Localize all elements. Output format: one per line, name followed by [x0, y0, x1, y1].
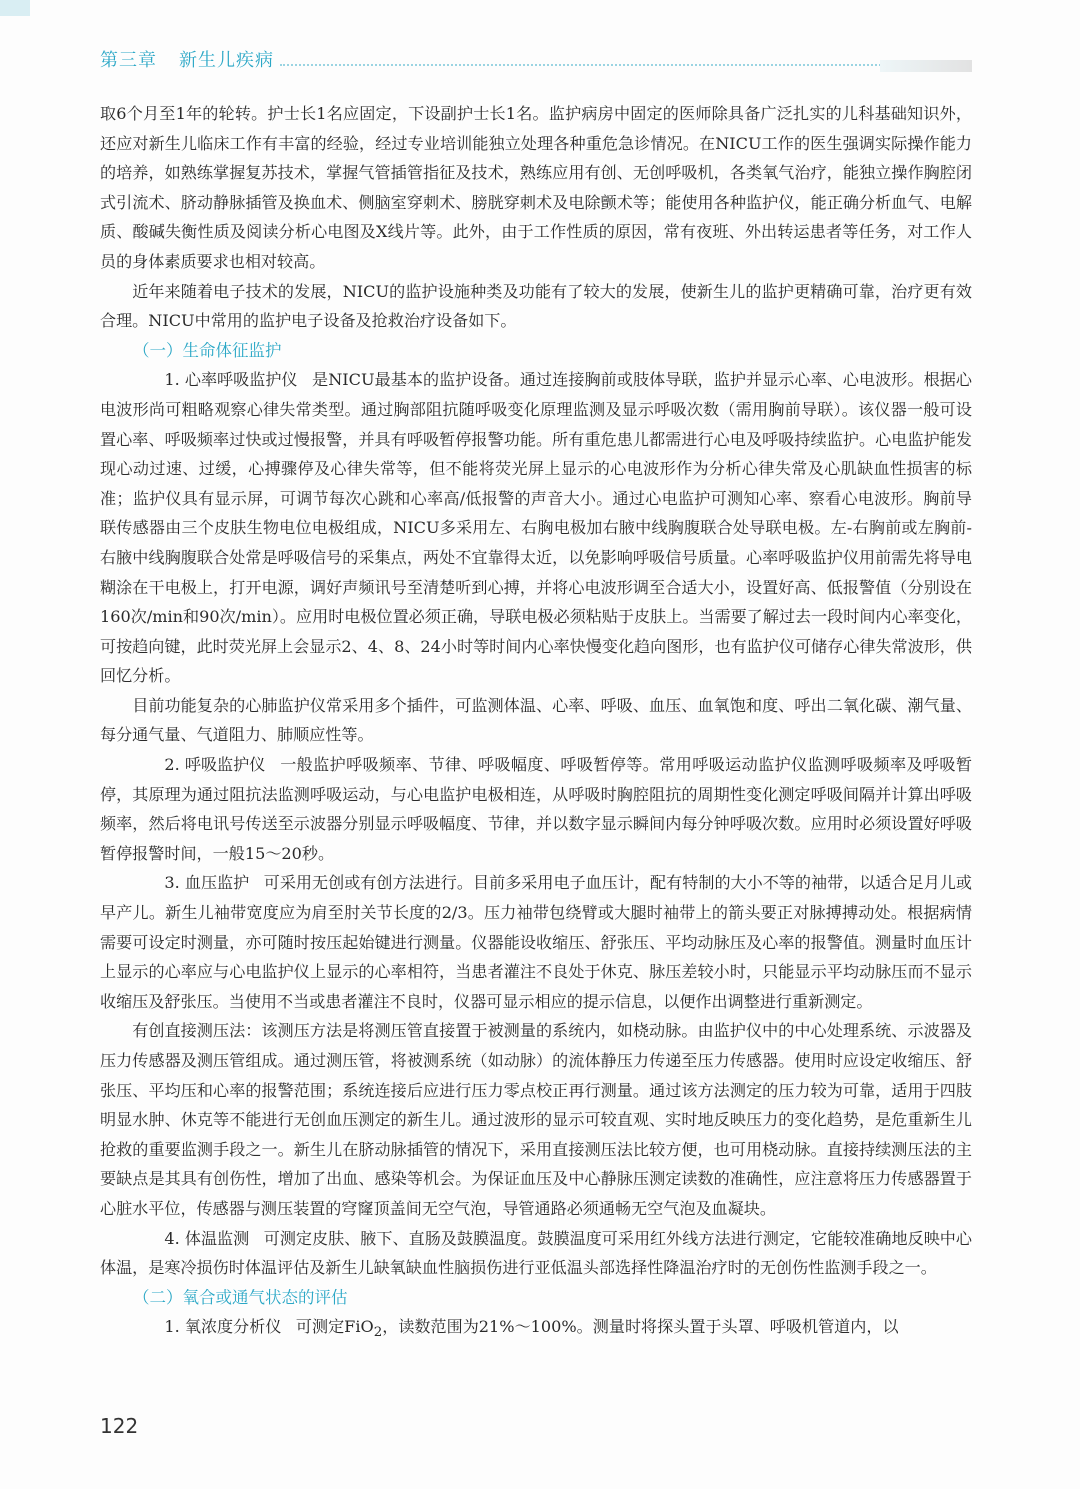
item-text: 可采用无创或有创方法进行。目前多采用电子血压计，配有特制的大小不等的袖带，以适合足月儿或早产儿。新生儿袖带宽度应为肩至肘关节长度的2/3。压力袖带包绕臂或大腿时袖带上的箭头要正对脉搏搏动处。根据病情需要可设定时测量，亦可随时按压起始键进行测量。仪器能设收缩压、舒张压、平均动脉压及心率的报警值。测量时血压计上显示的心率应与心电监护仪上显示的心率相符，当患者灌注不良处于休克、脉压差较小时，只能显示平均动脉压而不显示收缩压及舒张压。当使用不当或患者灌注不良时，仪器可显示相应的提示信息，以便作出调整进行重新测定。 [100, 873, 972, 1011]
item-term: 1. 心率呼吸监护仪 [164, 370, 298, 390]
paragraph-invasive-bp: 有创直接测压法：该测压方法是将测压管直接置于被测量的系统内，如桡动脉。由监护仪中的中心处理系统、示波器及压力传感器及测压管组成。通过测压管，将被测系统（如动脉）的流体静压力传递至压力传感器。使用时应设定收缩压、舒张压、平均压和心率的报警范围；系统连接后应进行压力零点校正再行测量。通过该方法测定的压力较为可靠，适用于四肢明显水肿、休克等不能进行无创血压测定的新生儿。通过波形的显示可较直观、实时地反映压力的变化趋势，是危重新生儿抢救的重要监测手段之一。新生儿在脐动脉插管的情况下，采用直接测压法比较方便，也可用桡动脉。直接持续测压法的主要缺点是其具有创伤性，增加了出血、感染等机会。为保证血压及中心静脉压测定读数的准确性，应注意将压力传感器置于心脏水平位，传感器与测压装置的穹窿顶盖间无空气泡，导管通路必须通畅无空气泡及血凝块。 [100, 1021, 972, 1218]
section-heading-vital-signs: （一）生命体征监护 [133, 340, 282, 360]
paragraph-blood-pressure [100, 868, 972, 1016]
chapter-heading [100, 46, 274, 72]
item-text-a: 可测定FiO [295, 1317, 374, 1337]
item-term: 3. 血压监护 [164, 873, 250, 893]
page-header [0, 0, 1080, 80]
header-bar [880, 60, 972, 72]
chapter-number: 第三章 [100, 50, 157, 71]
paragraph-staffing: 取6个月至1年的轮转。护士长1名应固定，下设副护士长1名。监护病房中固定的医师除具备广泛扎实的儿科基础知识外，还应对新生儿临床工作有丰富的经验，经过专业培训能独立处理各种重危急诊情况。在NICU工作的医生强调实际操作能力的培养，如熟练掌握复苏技术，掌握气管插管指征及技术，熟练应用有创、无创呼吸机，各类氧气治疗，能独立操作胸腔闭式引流术、脐动静脉插管及换血术、侧脑室穿刺术、膀胱穿刺术及电除颤术等；能使用各种监护仪，能正确分析血气、电解质、酸碱失衡性质及阅读分析心电图及X线片等。此外，由于工作性质的原因，常有夜班、外出转运患者等任务，对工作人员的身体素质要求也相对较高。 [100, 104, 972, 271]
paragraph-respiration-monitor [100, 750, 972, 868]
paragraph-oxygen-analyzer [100, 1312, 972, 1348]
section-heading-oxygenation: （二）氧合或通气状态的评估 [133, 1287, 348, 1307]
paragraph-multi-parameter-monitor: 目前功能复杂的心肺监护仪常采用多个插件，可监测体温、心率、呼吸、血压、血氧饱和度、呼出二氧化碳、潮气量、每分通气量、气道阻力、肺顺应性等。 [100, 695, 972, 745]
item-text: 可测定皮肤、腋下、直肠及鼓膜温度。鼓膜温度可采用红外线方法进行测定，它能较准确地反映中心体温，是寒冷损伤时体温评估及新生儿缺氧缺血性脑损伤进行亚低温头部选择性降温治疗时的无创伤性监测手段之一。 [100, 1228, 972, 1278]
item-text: 是NICU最基本的监护设备。通过连接胸前或肢体导联，监护并显示心率、心电波形。根据心电波形尚可粗略观察心律失常类型。通过胸部阻抗随呼吸变化原理监测及显示呼吸次数（需用胸前导联）。该仪器一般可设置心率、呼吸频率过快或过慢报警，并具有呼吸暂停报警功能。所有重危患儿都需进行心电及呼吸持续监护。心电监护能发现心动过速、过缓，心搏骤停及心律失常等，但不能将荧光屏上显示的心电波形作为分析心律失常及心肌缺血性损害的标准；监护仪具有显示屏，可调节每次心跳和心率高/低报警的声音大小。通过心电监护可测知心率、察看心电波形。胸前导联传感器由三个皮肤生物电位电极组成，NICU多采用左、右胸电极加右腋中线胸腹联合处导联电极。左-右胸前或左胸前-右腋中线胸腹联合处常是呼吸信号的采集点，两处不宜靠得太近，以免影响呼吸信号质量。心率呼吸监护仪用前需先将导电糊涂在干电极上，打开电源，调好声频讯号至清楚听到心搏，并将心电波形调至合适大小，设置好高、低报警值（分别设在160次/min和90次/min）。应用时电极位置必须正确，导联电极必须粘贴于皮肤上。当需要了解过去一段时间内心率变化，可按趋向键，此时荧光屏上会显示2、4、8、24小时等时间内心率快慢变化趋向图形，也有监护仪可储存心律失常波形，供回忆分析。 [100, 370, 972, 686]
paragraph-temperature [100, 1224, 972, 1283]
item-text: 一般监护呼吸频率、节律、呼吸幅度、呼吸暂停等。常用呼吸运动监护仪监测呼吸频率及呼吸暂停，其原理为通过阻抗法监测呼吸运动，与心电监护电极相连，从呼吸时胸腔阻抗的周期性变化测定呼吸间隔并计算出呼吸频率，然后将电讯号传送至示波器分别显示呼吸幅度、节律，并以数字显示瞬间内每分钟呼吸次数。应用时必须设置好呼吸暂停报警时间，一般15～20秒。 [100, 755, 972, 863]
header-decoration [0, 0, 30, 16]
item-term: 4. 体温监测 [164, 1228, 250, 1248]
item-term: 1. 氧浓度分析仪 [164, 1317, 282, 1337]
header-dotted-rule [280, 64, 968, 66]
subscript: 2 [373, 1325, 383, 1341]
paragraph-heart-respiration-monitor [100, 365, 972, 691]
item-term: 2. 呼吸监护仪 [164, 755, 266, 775]
paragraph-equipment-intro: 近年来随着电子技术的发展，NICU的监护设施种类及功能有了较大的发展，使新生儿的监护更精确可靠，治疗更有效合理。NICU中常用的监护电子设备及抢救治疗设备如下。 [100, 281, 972, 331]
item-text-b: ，读数范围为21%～100%。测量时将探头置于头罩、呼吸机管道内，以 [382, 1317, 899, 1337]
chapter-name: 新生儿疾病 [179, 50, 274, 71]
page-body [100, 99, 972, 1348]
page-number: 122 [100, 1414, 139, 1438]
